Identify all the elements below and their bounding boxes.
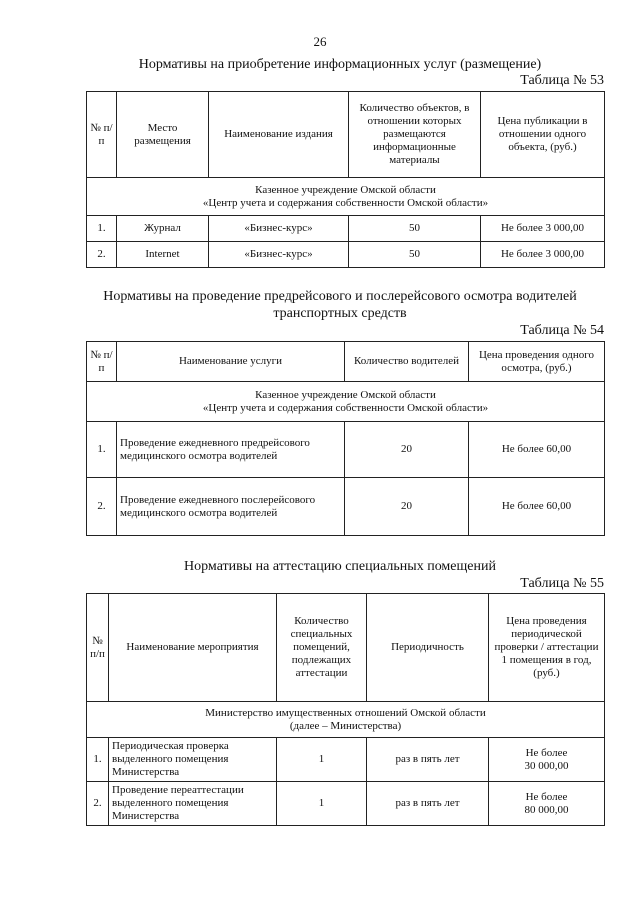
- group-line-1: Казенное учреждение Омской области: [255, 388, 436, 401]
- row-num: 1.: [87, 422, 117, 478]
- table-row: [87, 478, 605, 536]
- row-event: Проведение переаттестации выделенного помещения Министерства: [109, 782, 277, 826]
- group-line-1: Казенное учреждение Омской области: [255, 183, 436, 196]
- col-header-period: Периодичность: [367, 594, 489, 702]
- table-header-row: [87, 342, 605, 382]
- col-header-event: Наименование мероприятия: [109, 594, 277, 702]
- row-count: 50: [349, 242, 481, 268]
- table-header-row: [87, 92, 605, 178]
- row-num: 1.: [87, 216, 117, 242]
- table-row: [87, 738, 605, 782]
- row-price-line-1: Не более: [525, 790, 568, 803]
- table-row: [87, 422, 605, 478]
- row-edition: «Бизнес-курс»: [209, 216, 349, 242]
- table-header-row: [87, 594, 605, 702]
- group-line-1: Министерство имущественных отношений Омской области: [205, 706, 486, 719]
- table-54: [86, 341, 605, 536]
- col-header-edition: Наименование издания: [209, 92, 349, 178]
- col-header-num: № п/п: [87, 342, 117, 382]
- col-header-price: Цена проведения одного осмотра, (руб.): [469, 342, 605, 382]
- group-line-2: «Центр учета и содержания собственности Омской области»: [202, 196, 489, 209]
- table-55: [86, 593, 605, 826]
- group-cell: [87, 702, 605, 738]
- table-row: [87, 782, 605, 826]
- group-row: [87, 382, 605, 422]
- row-service: Проведение ежедневного предрейсового медицинского осмотра водителей: [117, 422, 345, 478]
- row-service: Проведение ежедневного послерейсового медицинского осмотра водителей: [117, 478, 345, 536]
- section-54-title-line-2: транспортных средств: [273, 306, 407, 321]
- col-header-price: Цена публикации в отношении одного объекта, (руб.): [481, 92, 605, 178]
- row-num: 1.: [87, 738, 109, 782]
- row-num: 2.: [87, 782, 109, 826]
- row-num: 2.: [87, 478, 117, 536]
- row-count: 1: [277, 782, 367, 826]
- row-price: Не более 60,00: [469, 478, 605, 536]
- table-row: [87, 216, 605, 242]
- table-54-label: Таблица № 54: [520, 323, 604, 338]
- group-row: [87, 702, 605, 738]
- col-header-count: Количество специальных помещений, подлежащих аттестации: [277, 594, 367, 702]
- table-55-label: Таблица № 55: [520, 576, 604, 591]
- group-line-2: «Центр учета и содержания собственности Омской области»: [202, 401, 489, 414]
- section-55-title: Нормативы на аттестацию специальных помещений: [184, 559, 496, 574]
- group-cell: [87, 178, 605, 216]
- row-count: 1: [277, 738, 367, 782]
- row-event: Периодическая проверка выделенного помещения Министерства: [109, 738, 277, 782]
- row-place: Журнал: [117, 216, 209, 242]
- col-header-price: Цена проведения периодической проверки / аттестации 1 помещения в год, (руб.): [489, 594, 605, 702]
- row-count: 20: [345, 422, 469, 478]
- row-price: Не более 3 000,00: [481, 216, 605, 242]
- row-price: Не более 60,00: [469, 422, 605, 478]
- group-row: [87, 178, 605, 216]
- row-count: 20: [345, 478, 469, 536]
- table-53: [86, 91, 605, 268]
- row-period: раз в пять лет: [367, 738, 489, 782]
- row-edition: «Бизнес-курс»: [209, 242, 349, 268]
- col-header-num: № п/п: [87, 92, 117, 178]
- row-price: [489, 738, 605, 782]
- row-price: Не более 3 000,00: [481, 242, 605, 268]
- row-price-line-2: 80 000,00: [524, 803, 569, 816]
- row-place: Internet: [117, 242, 209, 268]
- col-header-place: Место размещения: [117, 92, 209, 178]
- row-count: 50: [349, 216, 481, 242]
- row-price-line-1: Не более: [525, 746, 568, 759]
- col-header-count: Количество объектов, в отношении которых размещаются информационные материалы: [349, 92, 481, 178]
- row-price: [489, 782, 605, 826]
- section-54-title-line-1: Нормативы на проведение предрейсового и послерейсового осмотра водителей: [103, 289, 577, 304]
- col-header-num: № п/п: [87, 594, 109, 702]
- row-price-line-2: 30 000,00: [524, 759, 569, 772]
- col-header-service: Наименование услуги: [117, 342, 345, 382]
- row-period: раз в пять лет: [367, 782, 489, 826]
- col-header-count: Количество водителей: [345, 342, 469, 382]
- page-number: 26: [313, 34, 327, 49]
- section-54-title: [60, 288, 620, 322]
- row-num: 2.: [87, 242, 117, 268]
- section-53-title: Нормативы на приобретение информационных услуг (размещение): [138, 57, 542, 72]
- group-cell: [87, 382, 605, 422]
- table-53-label: Таблица № 53: [520, 73, 604, 88]
- group-line-2: (далее – Министерства): [289, 719, 402, 732]
- table-row: [87, 242, 605, 268]
